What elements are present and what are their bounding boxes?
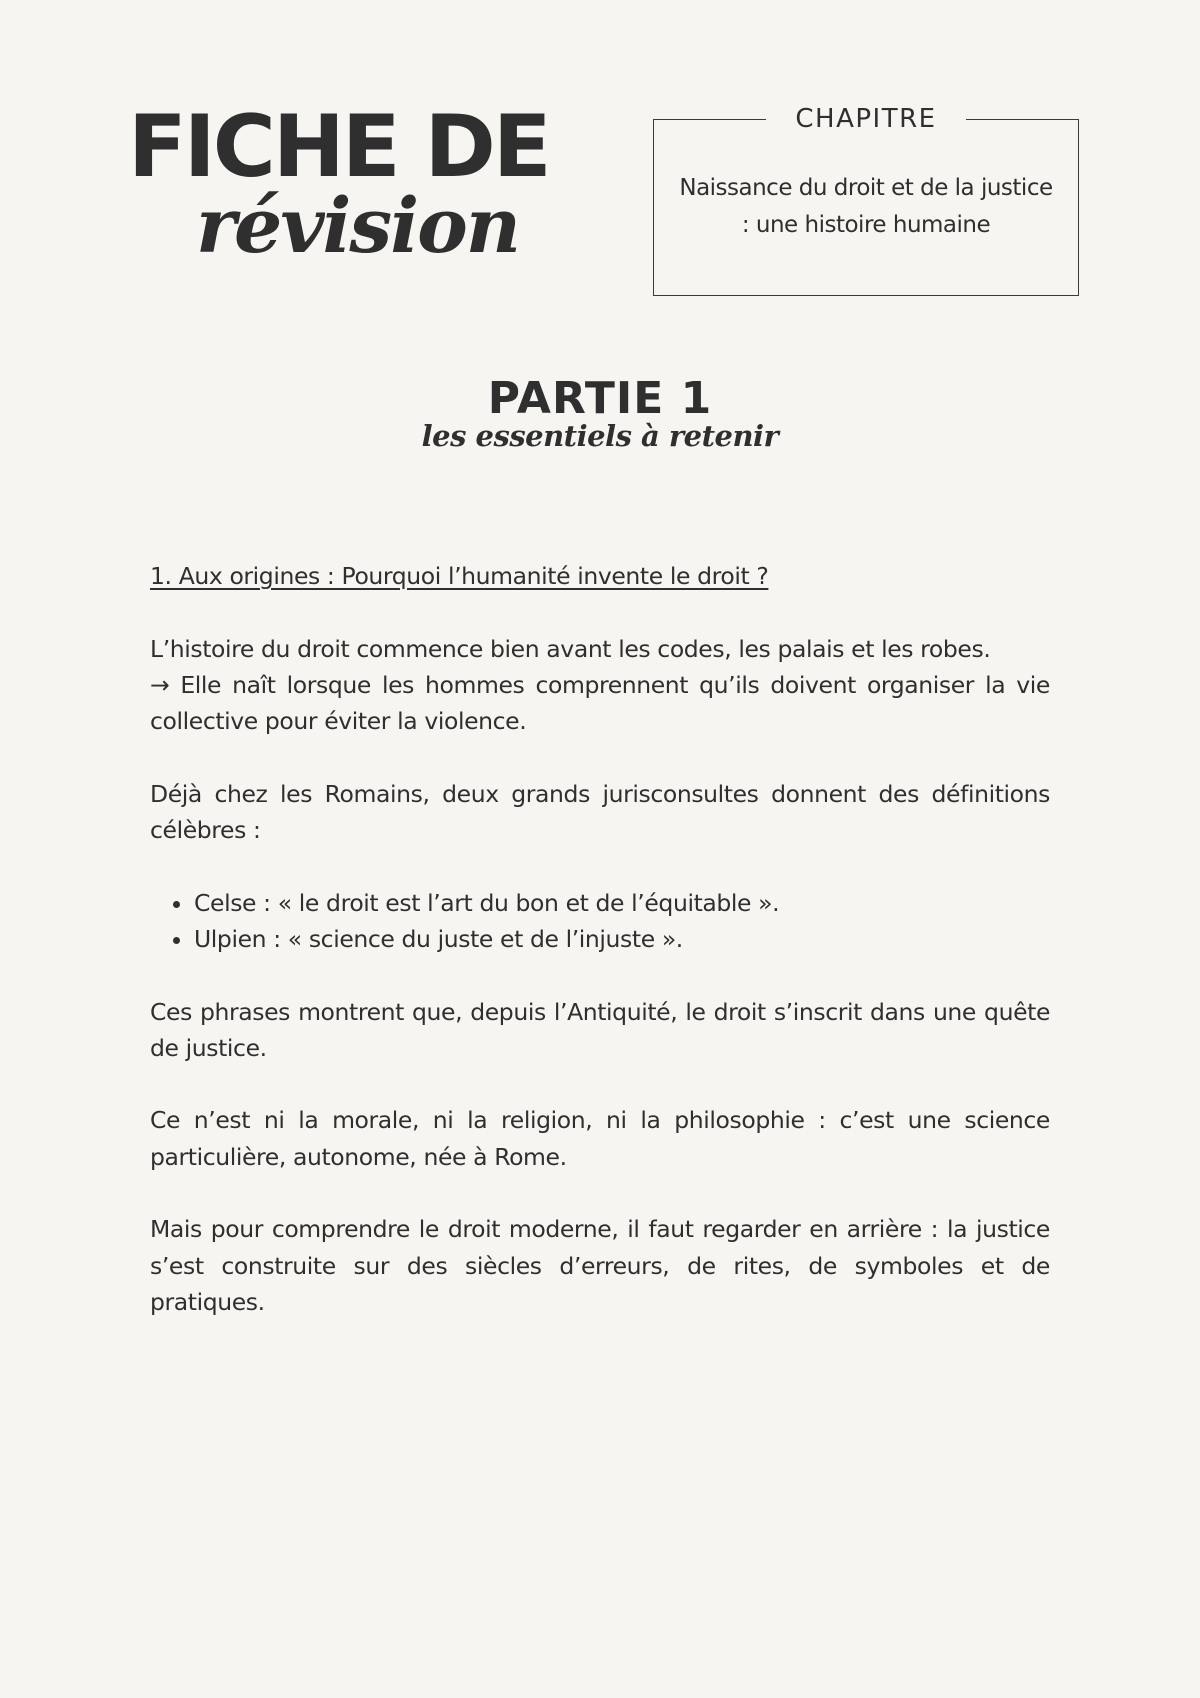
- part-title: PARTIE 1: [487, 373, 713, 424]
- paragraph: Ce n’est ni la morale, ni la religion, ni la philosophie : c’est une science particulière, autonome, née à Rome.: [150, 1106, 1050, 1171]
- chapter-title: Naissance du droit et de la justice : une histoire humaine: [679, 175, 1053, 238]
- chapter-label: CHAPITRE: [766, 103, 966, 135]
- definitions-list: [150, 885, 1050, 958]
- paragraph: [150, 631, 1050, 667]
- paragraph: Ces phrases montrent que, depuis l’Antiquité, le droit s’inscrit dans une quête de justice.: [150, 997, 1050, 1062]
- section-heading: 1. Aux origines : Pourquoi l’humanité invente le droit ?: [150, 562, 769, 590]
- paragraph: [150, 667, 1050, 740]
- paragraph-text: → Elle naît lorsque les hommes comprennent qu’ils doivent organiser la vie collective pour éviter la violence.: [150, 670, 1050, 736]
- paragraph-text: L’histoire du droit commence bien avant les codes, les palais et les robes.: [150, 634, 991, 663]
- paragraph-text: Déjà chez les Romains, deux grands jurisconsultes donnent des définitions célèbres :: [150, 779, 1050, 845]
- paragraph: Mais pour comprendre le droit moderne, il faut regarder en arrière : la justice s’est construite sur des siècles d’erreurs, de rites, de symboles et de pratiques.: [150, 1215, 1050, 1316]
- part-subtitle: les essentiels à retenir: [421, 419, 779, 453]
- list-item: • Ulpien : « science du juste et de l’injuste ».: [194, 921, 1050, 957]
- list-item: • Celse : « le droit est l’art du bon et de l’équitable ».: [194, 885, 1050, 921]
- section-content: [150, 558, 1050, 1357]
- document-title-script: révision: [196, 181, 520, 270]
- chapter-box: [653, 104, 1079, 296]
- document-title: FICHE DE: [128, 97, 549, 197]
- paragraph: [150, 776, 1050, 849]
